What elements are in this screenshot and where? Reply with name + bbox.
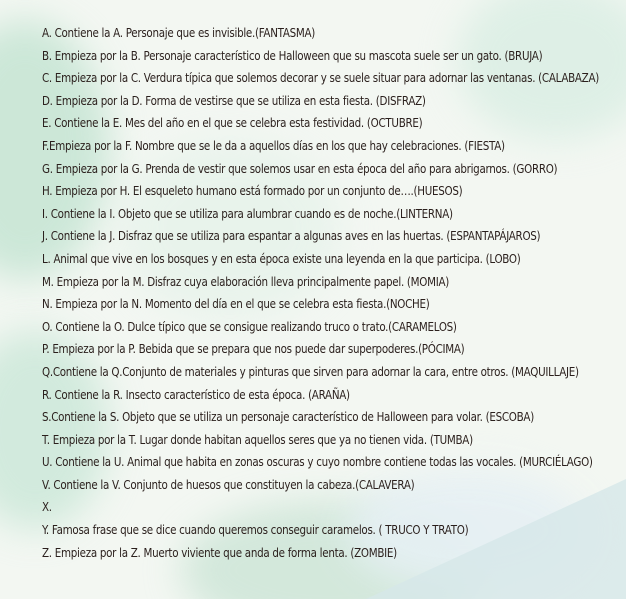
clue-line: O. Contiene la O. Dulce típico que se consigue realizando truco o trato.(CARAMELOS) <box>42 318 457 334</box>
clue-line: I. Contiene la I. Objeto que se utiliza para alumbrar cuando es de noche.(LINTERNA) <box>42 205 453 221</box>
clue-line: J. Contiene la J. Disfraz que se utiliza para espantar a algunas aves en las huertas. (ESPANTAPÁJAROS) <box>42 228 541 244</box>
clue-line: A. Contiene la A. Personaje que es invisible.(FANTASMA) <box>42 25 316 40</box>
clue-line: H. Empieza por H. El esqueleto humano está formado por un conjunto de….(HUESOS) <box>42 183 463 199</box>
clue-line: N. Empieza por la N. Momento del día en el que se celebra esta fiesta.(NOCHE) <box>42 296 430 312</box>
clue-line: S.Contiene la S. Objeto que se utiliza un personaje característico de Halloween para volar. (ESCOBA) <box>42 409 534 425</box>
clue-line: F.Empieza por la F. Nombre que se le da a aquellos días en los que hay celebraciones. (FIESTA) <box>42 137 505 153</box>
clue-line: L. Animal que vive en los bosques y en esta época existe una leyenda en la que participa. (LOBO) <box>42 250 521 266</box>
clue-line: Y. Famosa frase que se dice cuando queremos conseguir caramelos. ( TRUCO Y TRATO) <box>42 522 469 538</box>
halloween-alphabet-clue-list <box>42 22 618 564</box>
clue-line: Q.Contiene la Q.Conjunto de materiales y pinturas que sirven para adornar la cara, entre otros. (MAQUILLAJE) <box>42 363 579 379</box>
clue-line: C. Empieza por la C. Verdura típica que solemos decorar y se suele situar para adornar las ventanas. (CALABAZA) <box>42 70 599 86</box>
clue-line: B. Empieza por la B. Personaje característico de Halloween que su mascota suele ser un gato. (BRUJA) <box>42 47 543 63</box>
clue-line: E. Contiene la E. Mes del año en el que se celebra esta festividad. (OCTUBRE) <box>42 115 423 131</box>
clue-line: R. Contiene la R. Insecto característico de esta época. (ARAÑA) <box>42 386 350 402</box>
clue-line: G. Empieza por la G. Prenda de vestir que solemos usar en esta época del año para abrigarnos. (GORRO) <box>42 160 558 176</box>
clue-line: P. Empieza por la P. Bebida que se prepara que nos puede dar superpoderes.(PÓCIMA) <box>42 341 465 357</box>
clue-line: U. Contiene la U. Animal que habita en zonas oscuras y cuyo nombre contiene todas las vocales. (MURCIÉLAGO) <box>42 454 593 470</box>
clue-line: M. Empieza por la M. Disfraz cuya elaboración lleva principalmente papel. (MOMIA) <box>42 273 450 289</box>
clue-line: D. Empieza por la D. Forma de vestirse que se utiliza en esta fiesta. (DISFRAZ) <box>42 92 426 108</box>
clue-line: T. Empieza por la T. Lugar donde habitan aquellos seres que ya no tienen vida. (TUMBA) <box>42 431 473 447</box>
clue-line: V. Contiene la V. Conjunto de huesos que constituyen la cabeza.(CALAVERA) <box>42 476 415 492</box>
clue-line: Z. Empieza por la Z. Muerto viviente que anda de forma lenta. (ZOMBIE) <box>42 544 397 560</box>
clue-line: X. <box>42 499 52 515</box>
